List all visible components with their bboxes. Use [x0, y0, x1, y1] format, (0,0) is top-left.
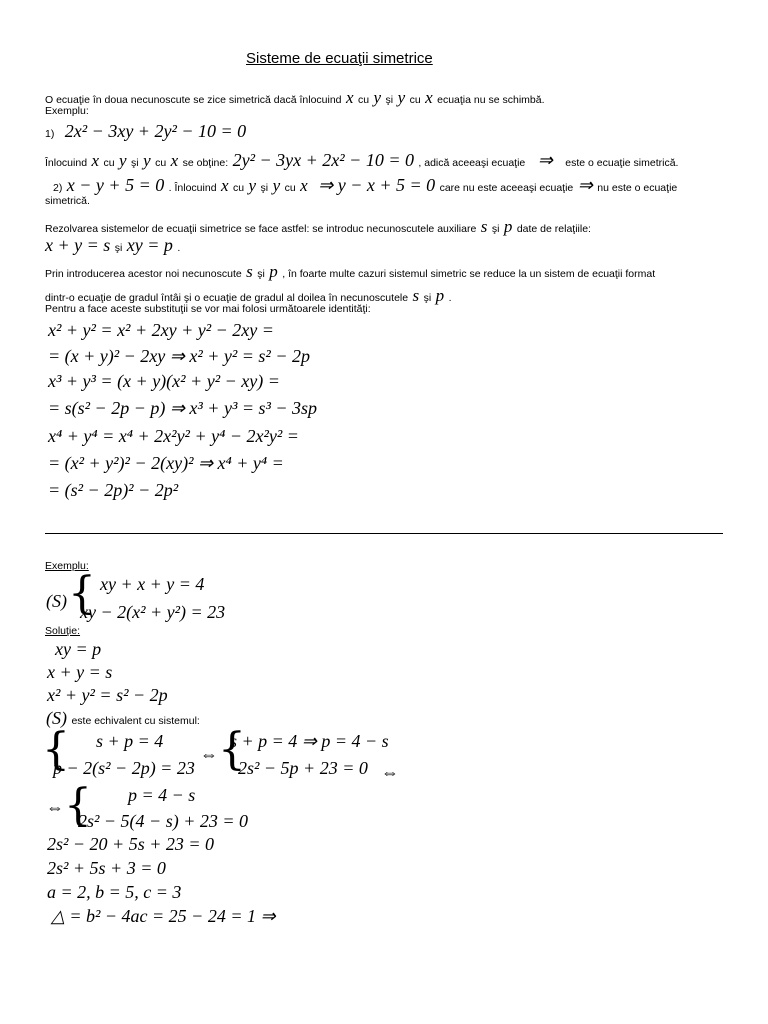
- var-s: s: [480, 217, 488, 236]
- substitution-equation: x² + y² = s² − 2p: [47, 685, 168, 705]
- example-2-conclusion-end: simetrică.: [45, 195, 90, 207]
- word-si-2: şi: [131, 157, 139, 169]
- solution-step: △ = b² − 4ac = 25 − 24 = 1 ⇒: [51, 906, 276, 926]
- example-1-line: [45, 121, 246, 142]
- implies-symbol: ⇒: [537, 150, 553, 170]
- example-1-equation: 2x² − 3xy + 2y² − 10 = 0: [64, 121, 247, 141]
- substitution-text-c: dintr-o ecuaţie de gradul întâi şi o ecuaţie de gradul al doilea în necunoscutele: [45, 292, 409, 304]
- system-c-equation: 2s² − 5(4 − s) + 23 = 0: [78, 811, 248, 831]
- system-equation: xy + x + y = 4: [100, 574, 205, 594]
- solution-heading: Soluţie:: [45, 625, 81, 637]
- var-y-3: y: [119, 151, 127, 170]
- substitution-equation: x + y = s: [47, 662, 113, 682]
- example-1-replacement-line: [45, 150, 678, 171]
- word-si-7: şi: [423, 292, 432, 304]
- method-line: [45, 217, 591, 237]
- var-s-3: s: [412, 286, 420, 305]
- identity-line: = (x² + y²)² − 2(xy)² ⇒ x⁴ + y⁴ =: [48, 453, 284, 473]
- var-s-2: s: [246, 262, 253, 281]
- word-cu-2: cu: [409, 94, 421, 106]
- var-y-4: y: [143, 151, 151, 170]
- relation-dot: .: [177, 242, 181, 254]
- equivalence-system-label: (S): [46, 708, 67, 728]
- word-si-4: şi: [491, 223, 500, 235]
- equivalence-text: este echivalent cu sistemul:: [71, 715, 200, 727]
- example-2-result: ⇒ y − x + 5 = 0: [318, 175, 436, 195]
- definition-text-a: O ecuaţie în doua necunoscute se zice simetrică dacă înlocuind: [45, 94, 342, 106]
- var-p: p: [503, 217, 513, 236]
- identity-line: x⁴ + y⁴ = x⁴ + 2x²y² + y⁴ − 2x²y² =: [48, 426, 299, 446]
- word-si: şi: [385, 94, 394, 106]
- var-y-6: y: [272, 176, 281, 195]
- word-cu-3: cu: [103, 157, 115, 169]
- word-cu-5: cu: [233, 182, 245, 194]
- method-text-b: date de relaţiile:: [516, 223, 591, 235]
- identity-line: x³ + y³ = (x + y)(x² + y² − xy) =: [48, 371, 280, 391]
- system-a-equation: s + p = 4: [96, 731, 164, 751]
- substitution-line-1: [45, 262, 655, 282]
- var-p-3: p: [435, 286, 445, 305]
- var-x-4: x: [170, 151, 179, 170]
- not-same-text: care nu este aceeaşi ecuaţie: [439, 182, 574, 194]
- example-1-result: 2y² − 3yx + 2x² − 10 = 0: [232, 150, 414, 170]
- horizontal-divider: [45, 533, 723, 534]
- system-a-equation: p − 2(s² − 2p) = 23: [53, 758, 195, 778]
- not-symmetric-text: nu este o ecuaţie: [597, 182, 678, 194]
- solution-step: a = 2, b = 5, c = 3: [47, 882, 182, 902]
- identity-line: = (s² − 2p)² − 2p²: [48, 480, 179, 500]
- identities-intro: Pentru a face aceste substituţii se vor mai folosi următoarele identităţi:: [45, 303, 371, 315]
- obtained-text: se obţine:: [182, 157, 229, 169]
- equivalence-symbol-2: ⇔: [381, 762, 399, 782]
- word-cu-6: cu: [284, 182, 296, 194]
- definition-text-b: ecuaţia nu se schimbă.: [437, 94, 545, 106]
- substitution-equation: xy = p: [55, 639, 102, 659]
- word-si-3: şi: [260, 182, 269, 194]
- example-2-number: 2): [53, 182, 63, 194]
- var-p-2: p: [269, 262, 278, 281]
- var-x: x: [345, 88, 354, 107]
- substitution-text-b: , în foarte multe cazuri sistemul simetric se reduce la un sistem de ecuaţii format: [282, 268, 656, 280]
- var-x-2: x: [425, 88, 433, 107]
- example-2-equation: x − y + 5 = 0: [66, 175, 165, 195]
- system-equation: xy − 2(x² + y²) = 23: [80, 602, 226, 622]
- substitution-text-a: Prin introducerea acestor noi necunoscute: [45, 268, 242, 280]
- var-y: y: [373, 88, 382, 107]
- definition-line: [45, 88, 545, 108]
- var-x-3: x: [91, 151, 100, 170]
- system-c-equation: p = 4 − s: [128, 785, 196, 805]
- method-text-a: Rezolvarea sistemelor de ecuaţii simetrice se face astfel: se introduc necunoscutele auxiliare: [45, 223, 477, 235]
- var-x-5: x: [221, 176, 229, 195]
- var-y-5: y: [248, 176, 257, 195]
- system-brace: {: [68, 568, 96, 619]
- identity-line: = (x + y)² − 2xy ⇒ x² + y² = s² − 2p: [48, 346, 310, 366]
- substitution-dot: .: [448, 292, 452, 304]
- system-label: (S): [46, 591, 67, 611]
- page-title: Sisteme de ecuaţii simetrice: [246, 50, 433, 67]
- var-y-2: y: [397, 88, 406, 107]
- relation-sum: x + y = s: [45, 235, 111, 255]
- same-equation-text: , adică aceeaşi ecuaţie: [418, 157, 526, 169]
- worked-example-heading: Exemplu:: [45, 560, 89, 572]
- system-c-brace: {: [64, 780, 92, 831]
- system-b-equation: 2s² − 5p + 23 = 0: [238, 758, 368, 778]
- symmetric-conclusion: este o ecuaţie simetrică.: [565, 157, 679, 169]
- replace-text: Înlocuind: [45, 157, 88, 169]
- solution-step: 2s² − 20 + 5s + 23 = 0: [47, 834, 214, 854]
- word-si-5: şi: [114, 242, 123, 254]
- equivalence-symbol: ⇔: [200, 744, 218, 764]
- solution-step: 2s² + 5s + 3 = 0: [47, 858, 166, 878]
- word-cu-4: cu: [155, 157, 167, 169]
- relations-line: [45, 235, 180, 256]
- identity-line: x² + y² = x² + 2xy + y² − 2xy =: [48, 320, 274, 340]
- implies-symbol-2: ⇒: [577, 175, 593, 195]
- word-cu: cu: [357, 94, 370, 106]
- word-si-6: şi: [257, 268, 265, 280]
- equivalence-symbol-3: ⇔: [46, 797, 64, 817]
- system-b-equation: s + p = 4 ⇒ p = 4 − s: [230, 731, 389, 751]
- example-2-replace-text: . Înlocuind: [168, 182, 217, 194]
- system-b-brace: {: [218, 724, 246, 775]
- relation-product: xy = p: [126, 235, 173, 255]
- example-heading: Exemplu:: [45, 105, 89, 117]
- system-a-brace: {: [42, 724, 70, 775]
- var-x-6: x: [300, 176, 308, 195]
- example-1-number: 1): [45, 128, 55, 140]
- example-2-line: [53, 175, 677, 196]
- identity-line: = s(s² − 2p − p) ⇒ x³ + y³ = s³ − 3sp: [48, 398, 318, 418]
